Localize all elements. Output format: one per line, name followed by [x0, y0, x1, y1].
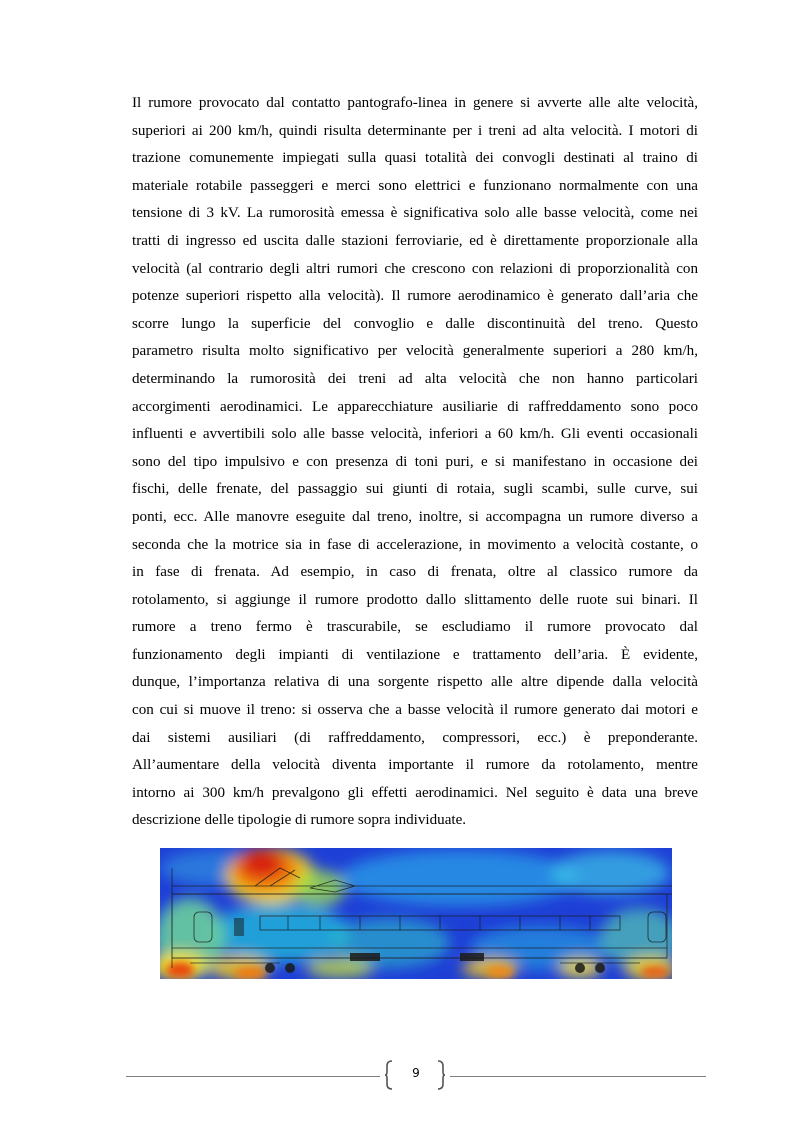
- paragraph-line: Il rumore provocato dal contatto pantografo-linea in genere si avverte alle alte velocità,: [132, 95, 698, 111]
- paragraph-line: in fase di frenata. Ad esempio, in caso di frenata, oltre al classico rumore da: [132, 564, 698, 581]
- train-noise-heatmap: [160, 848, 672, 979]
- paragraph-line: descrizione delle tipologie di rumore sopra individuate.: [132, 812, 467, 829]
- paragraph-line: influenti e avvertibili solo alle basse velocità, inferiori a 60 km/h. Gli eventi occasionali: [132, 426, 698, 443]
- paragraph-line: tensione di 3 kV. La rumorosità emessa è significativa solo alle basse velocità, come nei: [132, 205, 698, 222]
- paragraph-line: superiori ai 200 km/h, quindi risulta determinante per i treni ad alta velocità. I motori di: [132, 122, 698, 139]
- paragraph-line: seconda che la motrice sia in fase di accelerazione, in movimento a velocità costante, o: [132, 536, 698, 553]
- paragraph-line: velocità (al contrario degli altri rumori che crescono con relazioni di proporzionalità con: [132, 260, 698, 277]
- paragraph-line: accorgimenti aerodinamici. Le apparecchiature ausiliarie di raffreddamento sono poco: [132, 398, 698, 415]
- footer-rule-right: [450, 1076, 706, 1077]
- paragraph-line: determinando la rumorosità dei treni ad alta velocità che non hanno particolari: [132, 370, 698, 387]
- acoustic-map-figure: [160, 848, 672, 979]
- paragraph-line: scorre lungo la superficie del convoglio e dalle discontinuità del treno. Questo: [132, 315, 698, 332]
- right-brace-icon: [436, 1060, 446, 1090]
- paragraph-line: intorno ai 300 km/h prevalgono gli effetti aerodinamici. Nel seguito è data una breve: [132, 784, 698, 801]
- paragraph-line: parametro risulta molto significativo per velocità generalmente superiori a 280 km/h,: [132, 343, 698, 360]
- paragraph-line: con cui si muove il treno: si osserva che a basse velocità il rumore generato dai motori e: [132, 702, 698, 719]
- paragraph-line: ponti, ecc. Alle manovre eseguite dal treno, inoltre, si accompagna un rumore diverso a: [132, 508, 698, 525]
- paragraph-line: potenze superiori rispetto alla velocità). Il rumore aerodinamico è generato dall’aria che: [132, 288, 698, 305]
- body-paragraph: [132, 90, 698, 835]
- footer-rule-left: [126, 1076, 380, 1077]
- paragraph-line: rumore a treno fermo è trascurabile, se escludiamo il rumore provocato dal: [132, 619, 698, 636]
- paragraph-line: trazione comunemente impiegati sulla quasi totalità dei convogli destinati al traino di: [132, 150, 698, 167]
- paragraph-line: rotolamento, si aggiunge il rumore prodotto dallo slittamento delle ruote sui binari. Il: [132, 591, 698, 608]
- paragraph-line: fischi, delle frenate, del passaggio sui giunti di rotaia, sugli scambi, sulle curve, sui: [132, 481, 698, 498]
- paragraph-line: materiale rotabile passeggeri e merci sono elettrici e funzionano normalmente con una: [132, 177, 698, 194]
- paragraph-line: sono del tipo impulsivo e con presenza di toni puri, e si manifestano in occasione dei: [132, 453, 698, 470]
- paragraph-line: funzionamento degli impianti di ventilazione e trattamento dell’aria. È evidente,: [132, 646, 698, 663]
- left-brace-icon: [384, 1060, 394, 1090]
- page-number: 9: [412, 1066, 420, 1080]
- paragraph-line: All’aumentare della velocità diventa importante il rumore da rotolamento, mentre: [132, 757, 698, 774]
- paragraph-line: tratti di ingresso ed uscita dalle stazioni ferroviarie, ed è direttamente proporzionale alla: [132, 232, 698, 249]
- paragraph-line: dai sistemi ausiliari (di raffreddamento, compressori, ecc.) è preponderante.: [132, 729, 698, 746]
- paragraph-line: dunque, l’importanza relativa di una sorgente rispetto alle altre dipende dalla velocità: [132, 674, 698, 691]
